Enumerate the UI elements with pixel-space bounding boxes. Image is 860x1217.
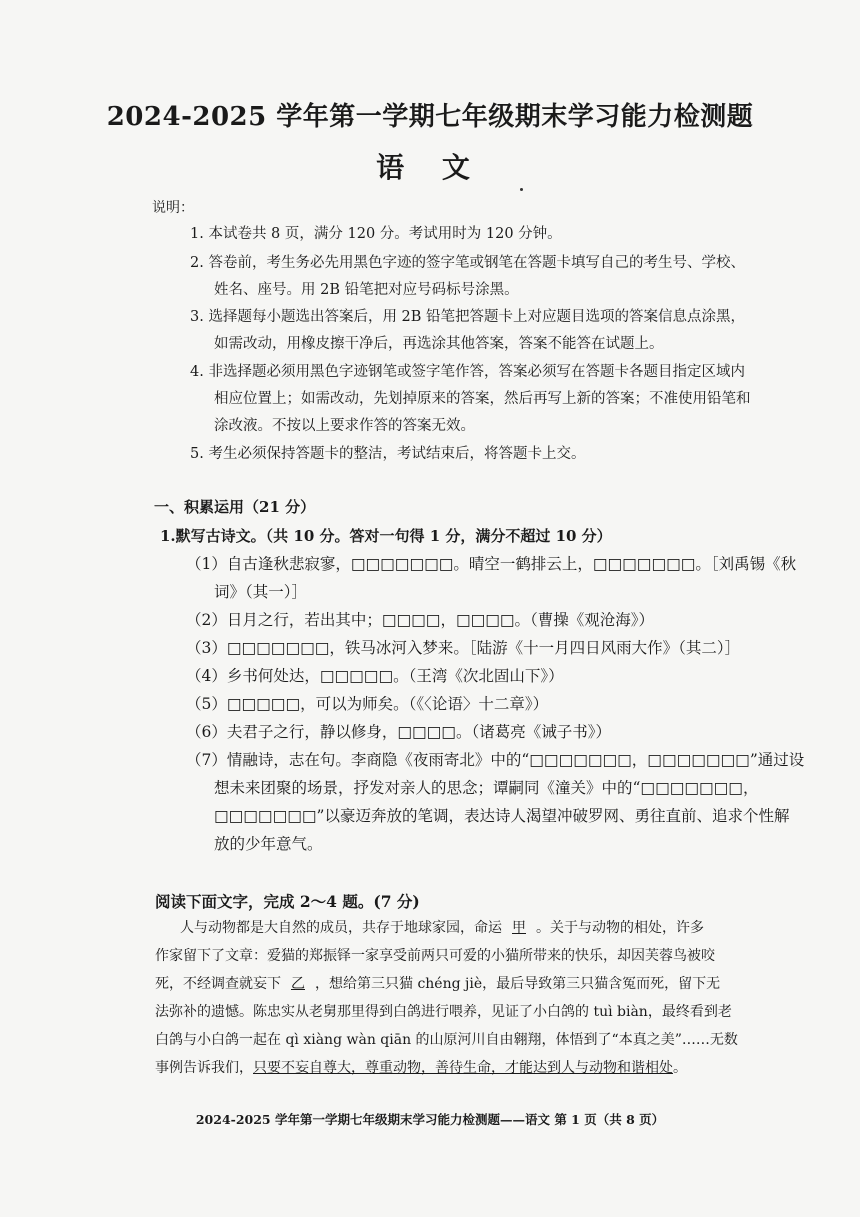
- page-footer: 2024-2025 学年第一学期七年级期末学习能力检测题——语文 第 1 页（共 8 页）: [195, 1112, 665, 1127]
- reading-line: 白鸽与小白鸽一起在 qì xiàng wàn qiān 的山原河川自由翱翔，体悟到了“本真之美”……无数: [155, 1032, 738, 1048]
- q1-item: （2）日月之行，若出其中；□□□□，□□□□。（曹操《观沧海》）: [186, 611, 655, 629]
- question-1-header: 1.默写古诗文。（共 10 分。答对一句得 1 分，满分不超过 10 分）: [160, 527, 612, 545]
- ink-dot: [520, 188, 523, 191]
- q1-item: （6）夫君子之行，静以修身，□□□□。（诸葛亮《诫子书》）: [186, 723, 611, 741]
- instructions-label: 说明：: [152, 200, 194, 216]
- instruction-line: 涂改液。不按以上要求作答的答案无效。: [214, 418, 475, 434]
- section-title: 一、积累运用（21 分）: [154, 498, 316, 516]
- q1-item: （7）情融诗，志在句。李商隐《夜雨寄北》中的“□□□□□□□，□□□□□□□”通过设: [186, 751, 805, 769]
- underlined-sentence: 只要不妄自尊大，尊重动物，善待生命，才能达到人与动物和谐相处: [253, 1060, 673, 1076]
- instruction-line: 相应位置上；如需改动，先划掉原来的答案，然后再写上新的答案；不准使用铅笔和: [214, 391, 751, 407]
- reading-text: 。: [673, 1060, 687, 1076]
- exam-title: 2024-2025 学年第一学期七年级期末学习能力检测题: [106, 102, 754, 132]
- instruction-line: 1. 本试卷共 8 页，满分 120 分。考试用时为 120 分钟。: [190, 226, 562, 242]
- q1-item: （5）□□□□□，可以为师矣。（《〈论语〉十二章》）: [186, 695, 549, 713]
- blank-jia: 甲: [512, 920, 526, 936]
- reading-header: 阅读下面文字，完成 2～4 题。(7 分): [155, 892, 420, 911]
- q1-item: （1）自古逢秋悲寂寥，□□□□□□□。晴空一鹤排云上，□□□□□□□。［刘禹锡《秋: [186, 555, 797, 573]
- reading-text: 死，不经调查就妄下: [155, 976, 281, 992]
- reading-line: [155, 1054, 687, 1082]
- reading-line: 法弥补的遗憾。陈忠实从老舅那里得到白鸽进行喂养，见证了小白鸽的 tuì biàn，最终看到老: [155, 1004, 732, 1020]
- q1-item: 放的少年意气。: [214, 835, 323, 853]
- blank-yi: 乙: [291, 976, 305, 992]
- reading-text: ，想给第三只猫 chéng jiè，最后导致第三只猫含冤而死，留下无: [315, 976, 721, 992]
- q1-item: 想未来团聚的场景，抒发对亲人的思念；谭嗣同《潼关》中的“□□□□□□□，: [214, 779, 759, 797]
- q1-item: 词》（其一）］: [214, 583, 308, 601]
- instruction-line: 如需改动，用橡皮擦干净后，再选涂其他答案，答案不能答在试题上。: [214, 336, 664, 352]
- instruction-line: 5. 考生必须保持答题卡的整洁，考试结束后，将答题卡上交。: [190, 446, 586, 462]
- reading-text: 人与动物都是大自然的成员，共存于地球家园，命运: [180, 920, 502, 936]
- reading-text: 。关于与动物的相处，许多: [536, 920, 704, 936]
- reading-line: [155, 970, 720, 998]
- q1-item: （3）□□□□□□□，铁马冰河入梦来。［陆游《十一月四日风雨大作》（其二）］: [186, 639, 741, 657]
- reading-text: 事例告诉我们，: [155, 1060, 253, 1076]
- q1-item: □□□□□□□”以豪迈奔放的笔调，表达诗人渴望冲破罗网、勇往直前、追求个性解: [214, 807, 790, 825]
- reading-line: [180, 914, 704, 942]
- instruction-line: 3. 选择题每小题选出答案后，用 2B 铅笔把答题卡上对应题目选项的答案信息点涂黑，: [190, 309, 746, 325]
- q1-item: （4）乡书何处达，□□□□□。（王湾《次北固山下》）: [186, 667, 564, 685]
- instruction-line: 4. 非选择题必须用黑色字迹钢笔或签字笔作答，答案必须写在答题卡各题目指定区域内: [190, 364, 745, 380]
- subject-title: 语 文: [376, 151, 484, 184]
- instruction-line: 姓名、座号。用 2B 铅笔把对应号码标号涂黑。: [214, 282, 519, 298]
- reading-line: 作家留下了文章：爱猫的郑振铎一家享受前两只可爱的小猫所带来的快乐，却因芙蓉鸟被咬: [155, 948, 715, 964]
- instruction-line: 2. 答卷前，考生务必先用黑色字迹的签字笔或钢笔在答题卡填写自己的考生号、学校、: [190, 255, 745, 271]
